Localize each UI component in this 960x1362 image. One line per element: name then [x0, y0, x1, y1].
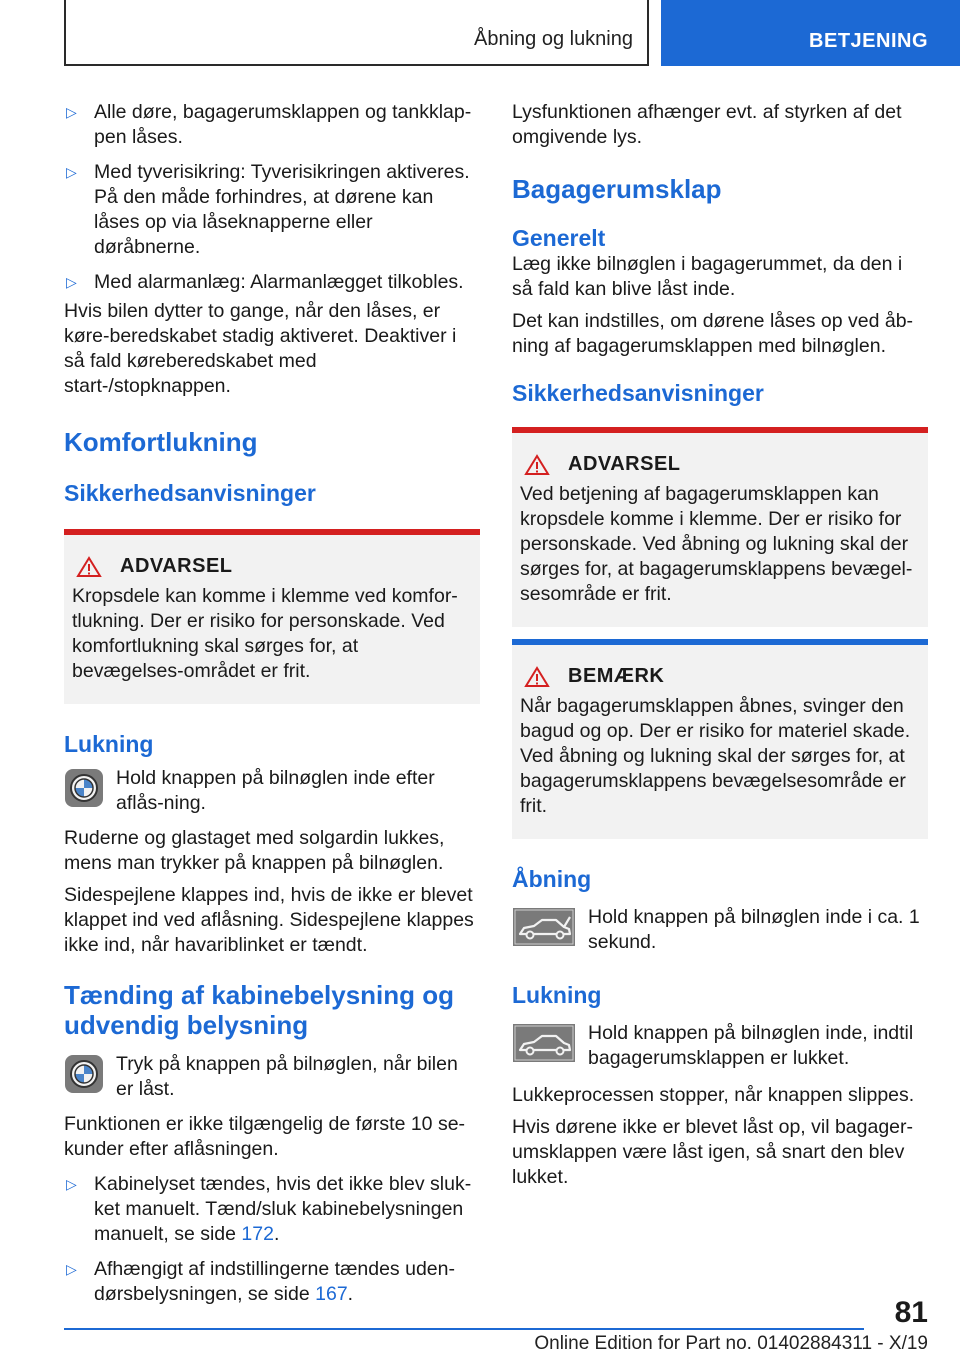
bmw-key-icon: [64, 1054, 104, 1094]
bullet-triangle-icon: ▷: [66, 164, 77, 180]
bullet-triangle-icon: ▷: [66, 274, 77, 290]
instruction-text: Hold knappen på bilnøglen inde, indtil bagagerumsklappen er lukket.: [588, 1022, 914, 1069]
car-trunk-icon: [512, 1023, 576, 1063]
bullet-item: ▷ Med alarmanlæg: Alarmanlægget tilkobles.: [66, 271, 464, 293]
heading-sikkerhedsanvisninger: Sikkerhedsanvisninger: [64, 480, 316, 506]
heading-sikkerhedsanvisninger: Sikkerhedsanvisninger: [512, 380, 764, 406]
right-column: [512, 100, 928, 1197]
bullet-triangle-icon: ▷: [66, 1261, 77, 1277]
notice-text: Når bagagerumsklappen åbnes, svinger den bagud og op. Der er risiko for materiel skade. Ved åbning og lukning skal der sørges for, at bagagerumsklappens bevægelsesområde er frit.: [520, 695, 911, 817]
paragraph: Lysfunktionen afhænger evt. af styrken af det omgivende lys.: [512, 101, 902, 148]
warning-title: ADVARSEL: [568, 453, 681, 475]
car-trunk-icon: [512, 907, 576, 947]
heading-bagagerumsklap: Bagagerumsklap: [512, 174, 722, 204]
heading-taending: Tænding af kabinebelysning og udvendig belysning: [64, 980, 455, 1040]
warning-triangle-icon: [76, 556, 102, 578]
notice-box: [512, 639, 928, 839]
paragraph: Hvis dørene ikke er blevet låst op, vil bagager-umsklappen være låst igen, så snart den blev lukket.: [512, 1116, 914, 1188]
header-section-box: [64, 0, 649, 66]
key-instruction: [64, 1052, 480, 1102]
bullet-item: ▷ Kabinelyset tændes, hvis det ikke blev sluk-ket manuelt. Tænd/sluk kabinebelysningen manuelt, se side 172.: [66, 1173, 472, 1245]
heading-generelt: Generelt: [512, 225, 606, 251]
paragraph: Funktionen er ikke tilgængelig de første 10 se-kunder efter aflåsningen.: [64, 1113, 466, 1160]
paragraph: Ruderne og glastaget med solgardin lukkes, mens man trykker på knappen på bilnøglen.: [64, 827, 445, 874]
header-chapter-box: [661, 0, 960, 66]
heading-lukning: Lukning: [64, 731, 154, 757]
instruction-text: Hold knappen på bilnøglen inde i ca. 1 sekund.: [588, 906, 920, 953]
paragraph: Sidespejlene klappes ind, hvis de ikke er blevet klappet ind ved aflåsning. Sidespejlene klappes ikke ind, når havariblinket er tændt.: [64, 884, 474, 956]
chapter-title: BETJENING: [809, 30, 928, 52]
warning-triangle-icon: [524, 454, 550, 476]
paragraph: Læg ikke bilnøglen i bagagerummet, da den i så fald kan blive låst inde.: [512, 253, 903, 300]
edition-text: Online Edition for Part no. 01402884311 - X/19: [534, 1333, 928, 1354]
section-title: Åbning og lukning: [473, 28, 633, 50]
notice-title: BEMÆRK: [568, 665, 665, 687]
warning-title: ADVARSEL: [120, 555, 233, 577]
warning-box: [64, 529, 480, 704]
instruction-text: Tryk på knappen på bilnøglen, når bilen er låst.: [116, 1053, 458, 1100]
paragraph: Hvis bilen dytter to gange, når den låses, er køre-beredskabet stadig aktiveret. Deaktiver i så fald køreberedskabet med start-/stopknappen.: [64, 300, 457, 397]
bmw-key-icon: [64, 768, 104, 808]
bullet-item: ▷ Med tyverisikring: Tyverisikringen aktiveres. På den måde forhindres, at dørene kan låses op via låseknapperne eller døråbnerne.: [66, 161, 470, 258]
page-link-167[interactable]: 167: [315, 1283, 348, 1305]
page-number: 81: [894, 1296, 928, 1329]
heading-komfortlukning: Komfortlukning: [64, 427, 258, 457]
page-link-172[interactable]: 172: [241, 1223, 274, 1245]
heading-lukning: Lukning: [512, 982, 602, 1008]
trunk-instruction: [512, 905, 928, 955]
warning-text: Kropsdele kan komme i klemme ved komfor-tlukning. Der er risiko for personskade. Ved komfortlukning skal sørges for, at bevægelses-området er frit.: [72, 585, 458, 682]
bullet-item: ▷ Alle døre, bagagerumsklappen og tankklap-pen låses.: [66, 101, 472, 148]
trunk-instruction: [512, 1021, 928, 1071]
bullet-triangle-icon: ▷: [66, 1176, 77, 1192]
paragraph: Lukkeprocessen stopper, når knappen slippes.: [512, 1084, 915, 1106]
footer-divider: [64, 1328, 864, 1330]
warning-text: Ved betjening af bagagerumsklappen kan kropsdele komme i klemme. Der er risiko for personskade. Ved åbning og lukning skal der sørges for, at bagagerumsklappens bevægel-sesområde er frit.: [520, 483, 913, 605]
heading-aabning: Åbning: [512, 866, 592, 892]
paragraph: Det kan indstilles, om dørene låses op ved åb-ning af bagagerumsklappen med bilnøglen.: [512, 310, 914, 357]
instruction-text: Hold knappen på bilnøglen inde efter aflås-ning.: [116, 767, 435, 814]
bullet-item: ▷ Afhængigt af indstillingerne tændes uden-dørsbelysningen, se side 167.: [66, 1258, 455, 1305]
key-instruction: [64, 766, 480, 816]
bullet-triangle-icon: ▷: [66, 104, 77, 120]
warning-box: [512, 427, 928, 627]
warning-triangle-icon: [524, 666, 550, 688]
left-column: [64, 100, 480, 1317]
